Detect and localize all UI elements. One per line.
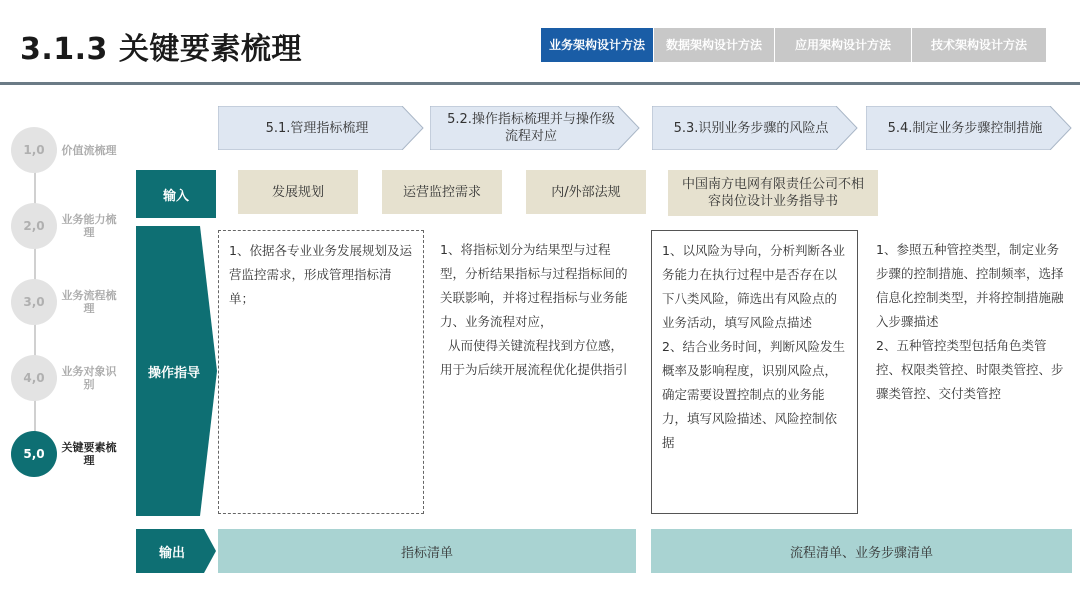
step-item-5[interactable] [11, 431, 121, 477]
page-title: 3.1.3 关键要素梳理 [20, 32, 302, 67]
operation-text: 1、参照五种管控类型，制定业务步骤的控制措施、控制频率，选择信息化控制类型，并将控制措施融入步骤描述 [876, 242, 1064, 329]
step-number: 5,0 [11, 431, 57, 477]
input-box-guide-book: 中国南方电网有限责任公司不相容岗位设计业务指导书 [668, 170, 878, 216]
operation-text: 1、以风险为导向，分析判断各业务能力在执行过程中是否存在以下八类风险，筛选出有风险点的业务活动，填写风险点描述 [662, 243, 845, 330]
operation-col-5-3 [651, 230, 858, 514]
tab-application-architecture[interactable]: 应用架构设计方法 [775, 28, 911, 62]
operation-row-text: 操作指导 [147, 365, 200, 381]
step-number: 4,0 [11, 355, 57, 401]
title-divider [0, 82, 1080, 85]
phase-chevron-5-4 [866, 106, 1072, 150]
step-number: 2,0 [11, 203, 57, 249]
operation-row-label [136, 226, 218, 516]
phase-label: 5.3.识别业务步骤的风险点 [673, 120, 829, 136]
operation-col-5-2 [436, 230, 636, 514]
operation-text: 1、依据各专业业务发展规划及运营监控需求，形成管理指标清单； [229, 243, 412, 306]
output-row-text: 输出 [158, 545, 185, 561]
output-row-label [136, 529, 218, 573]
input-box-monitoring-needs: 运营监控需求 [382, 170, 502, 214]
operation-col-5-1 [218, 230, 424, 514]
tab-business-architecture[interactable]: 业务架构设计方法 [541, 28, 653, 62]
method-tabs [541, 28, 1047, 62]
step-item-2[interactable] [11, 203, 121, 249]
operation-col-5-4 [872, 230, 1068, 514]
input-box-development-plan: 发展规划 [238, 170, 358, 214]
tab-technical-architecture[interactable]: 技术架构设计方法 [912, 28, 1046, 62]
output-bar-process-list: 流程清单、业务步骤清单 [651, 529, 1072, 573]
step-item-4[interactable] [11, 355, 121, 401]
phase-chevron-5-1 [218, 106, 424, 150]
input-box-regulations: 内/外部法规 [526, 170, 646, 214]
step-item-3[interactable] [11, 279, 121, 325]
step-item-1[interactable] [11, 127, 121, 173]
step-label: 业务能力梳理 [61, 213, 117, 239]
step-number: 1,0 [11, 127, 57, 173]
phase-label: 5.2.操作指标梳理并与操作级流程对应 [447, 112, 615, 144]
operation-text: 2、五种管控类型包括角色类管控、权限类管控、时限类管控、步骤类管控、交付类管控 [876, 338, 1064, 401]
operation-text: 从而使得关键流程找到方位感，用于为后续开展流程优化提供指引 [440, 338, 628, 377]
phase-label: 5.4.制定业务步骤控制措施 [887, 120, 1043, 136]
step-label: 价值流梳理 [61, 143, 117, 157]
phase-label: 5.1.管理指标梳理 [265, 120, 369, 136]
tab-data-architecture[interactable]: 数据架构设计方法 [654, 28, 774, 62]
input-row-label: 输入 [136, 170, 216, 218]
phase-chevron-5-2 [430, 106, 640, 150]
step-label: 业务流程梳理 [61, 289, 117, 315]
step-label: 关键要素梳理 [61, 441, 117, 467]
operation-text: 1、将指标划分为结果型与过程型，分析结果指标与过程指标间的关联影响，并将过程指标与业务能力、业务流程对应， [440, 242, 628, 329]
step-label: 业务对象识别 [61, 365, 117, 391]
output-bar-indicator-list: 指标清单 [218, 529, 636, 573]
operation-text: 2、结合业务时间，判断风险发生概率及影响程度，识别风险点，确定需要设置控制点的业务能力，填写风险描述、风险控制依据 [662, 339, 845, 450]
phase-chevron-5-3 [652, 106, 858, 150]
step-number: 3,0 [11, 279, 57, 325]
